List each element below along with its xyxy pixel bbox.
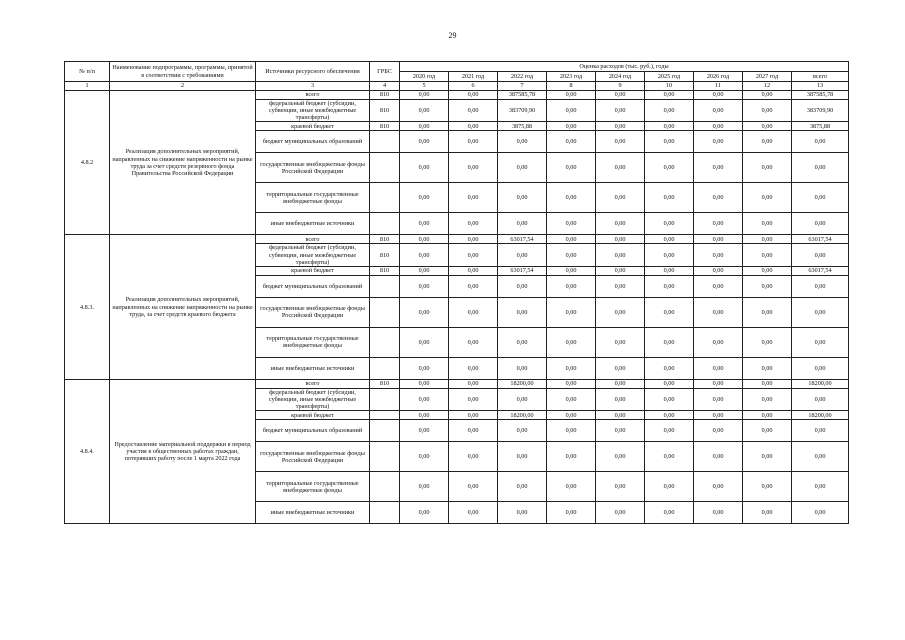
funding-source: краевой бюджет [256, 411, 370, 420]
year-value: 0,00 [645, 388, 694, 410]
grbs-code [370, 275, 400, 297]
funding-source: краевой бюджет [256, 122, 370, 131]
year-value: 0,00 [645, 327, 694, 357]
year-value: 0,00 [596, 379, 645, 388]
year-value: 0,00 [547, 327, 596, 357]
table-body [65, 91, 849, 524]
year-value: 0,00 [596, 266, 645, 275]
funding-source: государственные внебюджетные фонды Российской Федерации [256, 153, 370, 183]
year-value: 0,00 [449, 297, 498, 327]
table-row [65, 91, 849, 100]
year-value: 0,00 [498, 275, 547, 297]
year-value: 0,00 [400, 266, 449, 275]
year-value: 0,00 [694, 183, 743, 213]
year-value: 0,00 [498, 244, 547, 266]
header-year: 2027 год [743, 72, 792, 82]
column-number: 3 [256, 82, 370, 91]
year-value: 0,00 [743, 297, 792, 327]
year-value: 0,00 [400, 235, 449, 244]
year-value: 0,00 [694, 327, 743, 357]
year-value: 0,00 [449, 91, 498, 100]
year-value: 0,00 [400, 153, 449, 183]
year-value: 0,00 [743, 122, 792, 131]
year-value: 0,00 [645, 357, 694, 379]
year-value: 0,00 [645, 153, 694, 183]
grbs-code [370, 131, 400, 153]
table-row [65, 235, 849, 244]
grbs-code [370, 411, 400, 420]
column-number-row [65, 82, 849, 91]
year-value: 0,00 [743, 411, 792, 420]
header-grbs: ГРБС [370, 62, 400, 82]
year-value: 0,00 [743, 244, 792, 266]
funding-source: всего [256, 235, 370, 244]
year-value: 0,00 [645, 235, 694, 244]
year-value: 0,00 [694, 297, 743, 327]
year-value: 0,00 [498, 388, 547, 410]
year-value: 0,00 [645, 213, 694, 235]
grbs-code: 810 [370, 266, 400, 275]
year-value: 0,00 [743, 357, 792, 379]
year-value: 0,00 [400, 122, 449, 131]
total-value: 387585,78 [792, 91, 849, 100]
year-value: 0,00 [596, 411, 645, 420]
year-value: 0,00 [694, 420, 743, 442]
year-value: 0,00 [498, 442, 547, 472]
year-value: 0,00 [400, 357, 449, 379]
year-value: 0,00 [694, 502, 743, 524]
year-value: 0,00 [449, 388, 498, 410]
year-value: 0,00 [400, 442, 449, 472]
year-value: 0,00 [400, 472, 449, 502]
table-header [65, 62, 849, 91]
column-number: 10 [645, 82, 694, 91]
header-year: 2025 год [645, 72, 694, 82]
year-value: 0,00 [596, 275, 645, 297]
year-value: 0,00 [449, 244, 498, 266]
year-value: 0,00 [400, 388, 449, 410]
year-value: 0,00 [743, 235, 792, 244]
year-value: 0,00 [645, 442, 694, 472]
grbs-code: 810 [370, 91, 400, 100]
year-value: 0,00 [547, 100, 596, 122]
year-value: 0,00 [596, 122, 645, 131]
funding-source: всего [256, 379, 370, 388]
year-value: 0,00 [743, 379, 792, 388]
year-value: 0,00 [400, 327, 449, 357]
section-name: Реализация дополнительных мероприятий, направленных на снижение напряженности на рынке труда, за счет средств краевого бюджета [110, 235, 256, 379]
section-name: Предоставление материальной поддержки в период участия в общественных работах граждан, потерявших работу после 1 марта 2022 года [110, 379, 256, 523]
year-value: 0,00 [596, 235, 645, 244]
year-value: 0,00 [547, 235, 596, 244]
header-sources: Источники ресурсного обеспечения [256, 62, 370, 82]
section-name: Реализация дополнительных мероприятий, направленных на снижение напряженности на рынке труда за счет средств резервного фонда Правительства Российской Федерации [110, 91, 256, 235]
total-value: 0,00 [792, 275, 849, 297]
grbs-code [370, 357, 400, 379]
section-number: 4.8.4. [65, 379, 110, 523]
year-value: 0,00 [449, 379, 498, 388]
header-year-total: всего [792, 72, 849, 82]
total-value: 0,00 [792, 357, 849, 379]
year-value: 0,00 [400, 379, 449, 388]
year-value: 0,00 [694, 472, 743, 502]
section-number: 4.8.2 [65, 91, 110, 235]
year-value: 0,00 [645, 379, 694, 388]
column-number: 6 [449, 82, 498, 91]
total-value: 3875,88 [792, 122, 849, 131]
grbs-code [370, 183, 400, 213]
year-value: 0,00 [743, 420, 792, 442]
year-value: 0,00 [449, 100, 498, 122]
year-value: 0,00 [547, 91, 596, 100]
year-value: 0,00 [547, 502, 596, 524]
year-value: 0,00 [449, 420, 498, 442]
year-value: 0,00 [498, 153, 547, 183]
funding-source: бюджет муниципальных образований [256, 131, 370, 153]
funding-source: территориальные государственные внебюджетные фонды [256, 183, 370, 213]
year-value: 63017,54 [498, 235, 547, 244]
year-value: 0,00 [743, 275, 792, 297]
grbs-code [370, 327, 400, 357]
page-number: 29 [448, 31, 457, 40]
grbs-code: 810 [370, 235, 400, 244]
total-value: 0,00 [792, 183, 849, 213]
year-value: 0,00 [645, 266, 694, 275]
year-value: 0,00 [743, 388, 792, 410]
year-value: 0,00 [596, 442, 645, 472]
year-value: 0,00 [694, 235, 743, 244]
year-value: 387585,78 [498, 91, 547, 100]
year-value: 0,00 [498, 183, 547, 213]
grbs-code [370, 213, 400, 235]
year-value: 0,00 [498, 357, 547, 379]
year-value: 0,00 [547, 244, 596, 266]
year-value: 0,00 [547, 388, 596, 410]
year-value: 0,00 [743, 91, 792, 100]
year-value: 0,00 [498, 297, 547, 327]
year-value: 0,00 [596, 420, 645, 442]
total-value: 383709,90 [792, 100, 849, 122]
year-value: 0,00 [596, 131, 645, 153]
year-value: 0,00 [694, 266, 743, 275]
year-value: 0,00 [400, 91, 449, 100]
year-value: 0,00 [547, 131, 596, 153]
year-value: 0,00 [743, 131, 792, 153]
year-value: 0,00 [547, 472, 596, 502]
year-value: 0,00 [645, 100, 694, 122]
header-year: 2023 год [547, 72, 596, 82]
header-name: Наименование подпрограммы, программы, принятой в соответствии с требованиями [110, 62, 256, 82]
grbs-code [370, 442, 400, 472]
year-value: 0,00 [596, 388, 645, 410]
column-number: 1 [65, 82, 110, 91]
year-value: 0,00 [547, 297, 596, 327]
year-value: 0,00 [694, 275, 743, 297]
year-value: 0,00 [694, 442, 743, 472]
year-value: 0,00 [449, 502, 498, 524]
year-value: 0,00 [400, 297, 449, 327]
year-value: 0,00 [694, 122, 743, 131]
year-value: 0,00 [449, 235, 498, 244]
year-value: 0,00 [596, 244, 645, 266]
column-number: 7 [498, 82, 547, 91]
year-value: 0,00 [743, 442, 792, 472]
year-value: 0,00 [645, 122, 694, 131]
year-value: 0,00 [449, 131, 498, 153]
year-value: 0,00 [547, 275, 596, 297]
year-value: 0,00 [596, 153, 645, 183]
total-value: 0,00 [792, 213, 849, 235]
year-value: 0,00 [596, 91, 645, 100]
year-value: 0,00 [694, 153, 743, 183]
year-value: 0,00 [596, 183, 645, 213]
year-value: 0,00 [694, 91, 743, 100]
year-value: 0,00 [547, 122, 596, 131]
total-value: 18200,00 [792, 411, 849, 420]
year-value: 18200,00 [498, 411, 547, 420]
year-value: 0,00 [645, 183, 694, 213]
grbs-code: 810 [370, 122, 400, 131]
grbs-code [370, 502, 400, 524]
total-value: 0,00 [792, 327, 849, 357]
section-number: 4.8.3. [65, 235, 110, 379]
year-value: 3875,88 [498, 122, 547, 131]
year-value: 0,00 [400, 420, 449, 442]
total-value: 63017,54 [792, 235, 849, 244]
year-value: 0,00 [694, 388, 743, 410]
grbs-code: 810 [370, 379, 400, 388]
year-value: 0,00 [743, 213, 792, 235]
year-value: 0,00 [645, 411, 694, 420]
year-value: 0,00 [400, 502, 449, 524]
year-value: 0,00 [400, 275, 449, 297]
year-value: 0,00 [645, 244, 694, 266]
year-value: 0,00 [596, 213, 645, 235]
year-value: 0,00 [449, 442, 498, 472]
year-value: 63017,54 [498, 266, 547, 275]
year-value: 0,00 [547, 213, 596, 235]
year-value: 0,00 [743, 183, 792, 213]
header-year: 2026 год [694, 72, 743, 82]
grbs-code [370, 153, 400, 183]
year-value: 0,00 [547, 411, 596, 420]
year-value: 0,00 [694, 213, 743, 235]
funding-source: территориальные государственные внебюджетные фонды [256, 327, 370, 357]
year-value: 0,00 [547, 183, 596, 213]
header-year: 2022 год [498, 72, 547, 82]
column-number: 2 [110, 82, 256, 91]
funding-source: территориальные государственные внебюджетные фонды [256, 472, 370, 502]
total-value: 0,00 [792, 153, 849, 183]
header-year: 2024 год [596, 72, 645, 82]
year-value: 0,00 [449, 122, 498, 131]
year-value: 0,00 [400, 213, 449, 235]
funding-source: иные внебюджетные источники [256, 357, 370, 379]
year-value: 0,00 [645, 297, 694, 327]
funding-source: бюджет муниципальных образований [256, 275, 370, 297]
year-value: 0,00 [498, 327, 547, 357]
year-value: 0,00 [743, 266, 792, 275]
year-value: 0,00 [449, 327, 498, 357]
year-value: 0,00 [547, 379, 596, 388]
total-value: 18200,00 [792, 379, 849, 388]
total-value: 0,00 [792, 131, 849, 153]
column-number: 9 [596, 82, 645, 91]
year-value: 0,00 [743, 327, 792, 357]
year-value: 0,00 [645, 275, 694, 297]
year-value: 0,00 [596, 502, 645, 524]
year-value: 0,00 [449, 213, 498, 235]
year-value: 0,00 [743, 472, 792, 502]
year-value: 0,00 [449, 275, 498, 297]
year-value: 383709,90 [498, 100, 547, 122]
year-value: 0,00 [449, 411, 498, 420]
year-value: 0,00 [498, 213, 547, 235]
year-value: 0,00 [547, 153, 596, 183]
funding-source: федеральный бюджет (субсидии, субвенции, иные межбюджетные трансферты) [256, 244, 370, 266]
year-value: 0,00 [743, 153, 792, 183]
budget-table [64, 61, 849, 524]
year-value: 0,00 [449, 266, 498, 275]
year-value: 0,00 [596, 327, 645, 357]
column-number: 11 [694, 82, 743, 91]
year-value: 0,00 [547, 420, 596, 442]
grbs-code: 810 [370, 244, 400, 266]
year-value: 0,00 [694, 379, 743, 388]
year-value: 0,00 [498, 502, 547, 524]
column-number: 5 [400, 82, 449, 91]
grbs-code [370, 420, 400, 442]
year-value: 0,00 [400, 244, 449, 266]
year-value: 0,00 [645, 472, 694, 502]
year-value: 0,00 [645, 131, 694, 153]
year-value: 0,00 [596, 472, 645, 502]
year-value: 0,00 [645, 91, 694, 100]
total-value: 0,00 [792, 420, 849, 442]
year-value: 0,00 [547, 266, 596, 275]
funding-source: иные внебюджетные источники [256, 502, 370, 524]
header-estimate: Оценка расходов (тыс. руб.), годы [400, 62, 849, 72]
year-value: 0,00 [694, 244, 743, 266]
total-value: 0,00 [792, 442, 849, 472]
year-value: 0,00 [645, 502, 694, 524]
year-value: 0,00 [498, 472, 547, 502]
grbs-code [370, 388, 400, 410]
year-value: 0,00 [743, 100, 792, 122]
year-value: 0,00 [694, 411, 743, 420]
year-value: 0,00 [596, 297, 645, 327]
year-value: 0,00 [547, 442, 596, 472]
header-year: 2021 год [449, 72, 498, 82]
funding-source: бюджет муниципальных образований [256, 420, 370, 442]
header-num: № п/п [65, 62, 110, 82]
column-number: 8 [547, 82, 596, 91]
year-value: 0,00 [694, 100, 743, 122]
year-value: 0,00 [596, 357, 645, 379]
year-value: 0,00 [498, 131, 547, 153]
grbs-code: 810 [370, 100, 400, 122]
total-value: 0,00 [792, 472, 849, 502]
funding-source: иные внебюджетные источники [256, 213, 370, 235]
funding-source: федеральный бюджет (субсидии, субвенции, иные межбюджетные трансферты) [256, 388, 370, 410]
total-value: 0,00 [792, 244, 849, 266]
grbs-code [370, 472, 400, 502]
year-value: 0,00 [400, 183, 449, 213]
header-year: 2020 год [400, 72, 449, 82]
table-row [65, 379, 849, 388]
year-value: 0,00 [449, 357, 498, 379]
year-value: 0,00 [694, 131, 743, 153]
year-value: 0,00 [400, 411, 449, 420]
column-number: 12 [743, 82, 792, 91]
total-value: 63017,54 [792, 266, 849, 275]
year-value: 0,00 [743, 502, 792, 524]
year-value: 0,00 [498, 420, 547, 442]
funding-source: государственные внебюджетные фонды Российской Федерации [256, 297, 370, 327]
year-value: 0,00 [449, 472, 498, 502]
grbs-code [370, 297, 400, 327]
year-value: 0,00 [645, 420, 694, 442]
total-value: 0,00 [792, 502, 849, 524]
year-value: 18200,00 [498, 379, 547, 388]
year-value: 0,00 [547, 357, 596, 379]
year-value: 0,00 [400, 100, 449, 122]
year-value: 0,00 [400, 131, 449, 153]
funding-source: государственные внебюджетные фонды Российской Федерации [256, 442, 370, 472]
column-number: 4 [370, 82, 400, 91]
funding-source: федеральный бюджет (субсидии, субвенции, иные межбюджетные трансферты) [256, 100, 370, 122]
total-value: 0,00 [792, 388, 849, 410]
column-number: 13 [792, 82, 849, 91]
year-value: 0,00 [449, 183, 498, 213]
year-value: 0,00 [596, 100, 645, 122]
total-value: 0,00 [792, 297, 849, 327]
year-value: 0,00 [449, 153, 498, 183]
funding-source: краевой бюджет [256, 266, 370, 275]
year-value: 0,00 [694, 357, 743, 379]
funding-source: всего [256, 91, 370, 100]
